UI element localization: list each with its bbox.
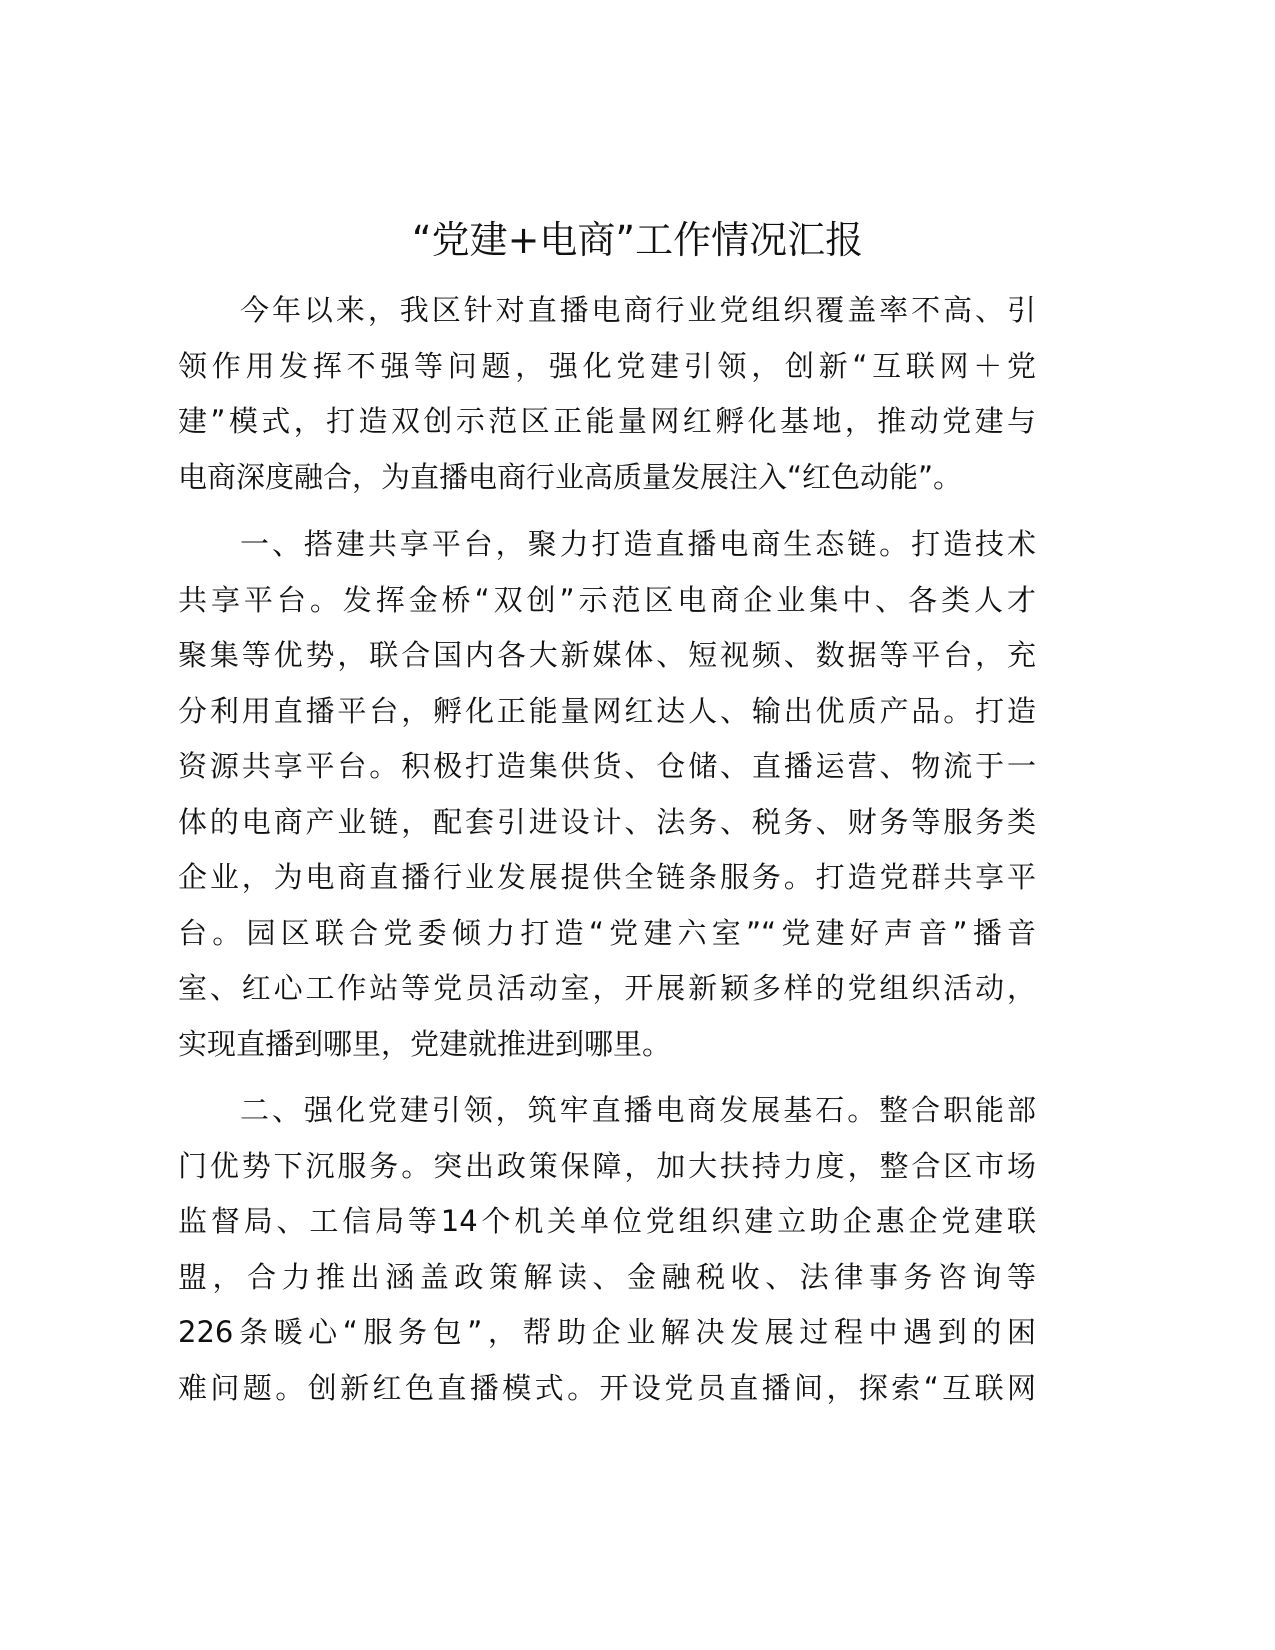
text-line: 台。园区联合党委倾力打造“党建六室”“党建好声音”播音 xyxy=(178,915,1036,950)
text-line: 领作用发挥不强等问题，强化党建引领，创新“互联网＋党 xyxy=(178,348,1036,383)
text-line: 一、搭建共享平台，聚力打造直播电商生态链。打造技术 xyxy=(240,527,1036,561)
text-line: 二、强化党建引领，筑牢直播电商发展基石。整合职能部 xyxy=(240,1093,1036,1127)
text-line: 企业，为电商直播行业发展提供全链条服务。打造党群共享平 xyxy=(178,860,1036,894)
text-line: 电商深度融合，为直播电商行业高质量发展注入“红色动能”。 xyxy=(178,459,963,494)
text-line: 监督局、工信局等14个机关单位党组织建立助企惠企党建联 xyxy=(178,1204,1036,1238)
text-line: 体的电商产业链，配套引进设计、法务、税务、财务等服务类 xyxy=(178,804,1036,839)
text-line: 资源共享平台。积极打造集供货、仓储、直播运营、物流于一 xyxy=(178,749,1036,783)
text-line: 实现直播到哪里，党建就推进到哪里。 xyxy=(178,1026,672,1061)
text-line: 226条暖心“服务包”，帮助企业解决发展过程中遇到的困 xyxy=(178,1315,1036,1349)
text-line: 今年以来，我区针对直播电商行业党组织覆盖率不高、引 xyxy=(240,293,1036,327)
document-title: “党建+电商”工作情况汇报 xyxy=(411,218,864,262)
text-line: 聚集等优势，联合国内各大新媒体、短视频、数据等平台，充 xyxy=(178,638,1036,672)
text-line: 共享平台。发挥金桥“双创”示范区电商企业集中、各类人才 xyxy=(178,582,1036,617)
text-line: 门优势下沉服务。突出政策保障，加大扶持力度，整合区市场 xyxy=(178,1148,1036,1183)
paragraph-section-1 xyxy=(178,517,1036,1072)
text-line: 盟，合力推出涵盖政策解读、金融税收、法律事务咨询等 xyxy=(178,1259,1036,1294)
paragraph-section-2 xyxy=(178,1083,1036,1416)
text-line: 难问题。创新红色直播模式。开设党员直播间，探索“互联网 xyxy=(178,1370,1036,1405)
text-line: 分利用直播平台，孵化正能量网红达人、输出优质产品。打造 xyxy=(178,693,1036,728)
text-line: 室、红心工作站等党员活动室，开展新颖多样的党组织活动， xyxy=(178,971,1036,1005)
text-line: 建”模式，打造双创示范区正能量网红孵化基地，推动党建与 xyxy=(178,404,1036,438)
paragraph-intro xyxy=(178,283,1036,505)
